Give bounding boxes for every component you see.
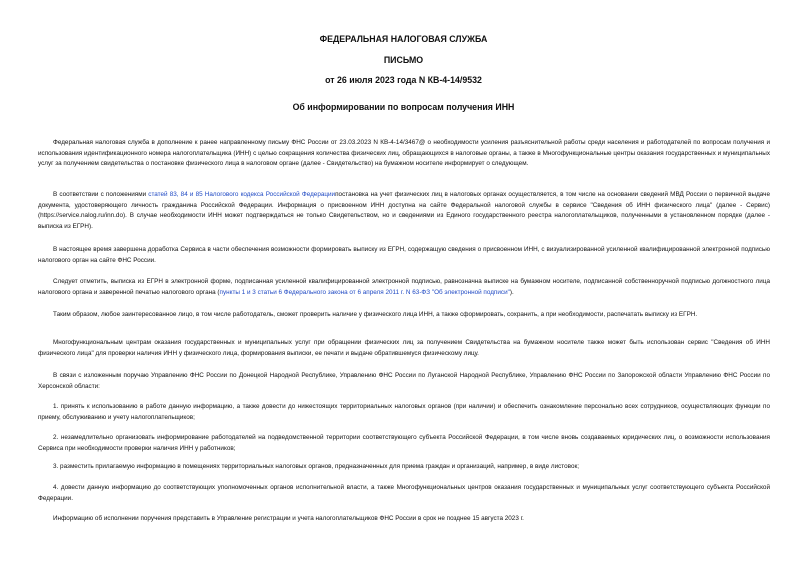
paragraph-2-text-b: постановка на учет физических лиц в налоговых органах осуществляется, в том числе на основании сведений МВД России о первичной выдаче документа, удостоверяющего личность гражданина Российской Федерации. Информация о присвоенном ИНН доступна на сайте Федеральной налоговой службы в сервисе "Сведения об ИНН физического лица" (далее - Сервис) (https://service.nalog.ru/inn.do). В случае необходимости ИНН может подтверждаться не только Свидетельством, но и сведениями из Единого государственного реестра налогоплательщиков, полученными в установленном порядке (далее - выписка из ЕГРН). — [38, 191, 771, 230]
document-date-number: от 26 июля 2023 года N КВ-4-14/9532 — [325, 75, 482, 85]
paragraph-3: В настоящее время завершена доработка Сервиса в части обеспечения возможности формировать выписку из ЕГРН, содержащую сведения о присвоенном ИНН, с визуализированной усиленной квалифицированной электронной подписью налогового орган на сайте ФНС России. — [38, 246, 770, 264]
document-type: ПИСЬМО — [383, 55, 424, 65]
paragraph-4-text-a: Следует отметить, выписка из ЕГРН в электронной форме, подписанная усиленной квалифицированной электронной подписью, равнозначна выписке на бумажном носителе, подписанной собственноручной подписью должностного лица налогового органа и заверенной печатью налогового органа ( — [38, 278, 770, 296]
electronic-signature-law-link[interactable]: пункты 1 и 3 статьи 6 Федерального закона от 6 апреля 2011 г. N 63-ФЗ "Об электронной подписи" — [219, 288, 510, 296]
paragraph-4 — [38, 277, 770, 298]
paragraph-11: 4. довести данную информацию до соответствующих уполномоченных органов исполнительной власти, а также Многофункциональных центров оказания государственных и муниципальных услуг соответствующего субъекта Российской Федерации. — [38, 484, 770, 502]
agency-title: ФЕДЕРАЛЬНАЯ НАЛОГОВАЯ СЛУЖБА — [319, 34, 488, 44]
paragraph-10: 3. разместить прилагаемую информацию в помещениях территориальных налоговых органов, предназначенных для приема граждан и организаций, например, в виде листовок; — [53, 463, 580, 470]
paragraph-12: Информацию об исполнении поручения представить в Управление регистрации и учета налогоплательщиков ФНС России в срок не позднее 15 августа 2023 г. — [53, 515, 524, 522]
paragraph-9: 2. незамедлительно организовать информирование работодателей на подведомственной территории соответствующего субъекта Российской Федерации, в том числе вновь создаваемых юридических лиц, о возможности использования Сервиса при необходимости проверки наличия ИНН у работников; — [38, 434, 770, 452]
document-subject: Об информировании по вопросам получения ИНН — [292, 102, 515, 112]
tax-code-articles-link[interactable]: статей 83, 84 и 85 Налогового кодекса Российской Федерации — [148, 191, 336, 198]
paragraph-7: В связи с изложенным поручаю Управлению ФНС России по Донецкой Народной Республике, Управлению ФНС России по Луганской Народной Республике, Управлению ФНС России по Запорожской области Управлению ФНС России по Херсонской области: — [38, 372, 770, 390]
paragraph-5: Таким образом, любое заинтересованное лицо, в том числе работодатель, сможет проверить наличие у физического лица ИНН, а также сформировать, сохранить, а при необходимости, распечатать выписку из ЕГРН. — [53, 311, 698, 318]
paragraph-8: 1. принять к использованию в работе данную информацию, а также довести до нижестоящих территориальных налоговых органов (при наличии) и обеспечить ознакомление персонально всех сотрудников, осуществляющих функции по приему, обслуживанию и учету налогоплательщиков; — [38, 403, 770, 421]
paragraph-2 — [38, 190, 770, 232]
paragraph-4-text-b: ). — [509, 288, 514, 296]
paragraph-1: Федеральная налоговая служба в дополнение к ранее направленному письму ФНС России от 23.03.2023 N КВ-4-14/3467@ о необходимости усиления разъяснительной работы среди населения и работодателей по вопросам получения и использования идентификационного номера налогоплательщика (ИНН) с целью сокращения количества физических лиц, обращающихся в налоговые органы, а также в Многофункциональные центры оказания государственных и муниципальных услуг за получением свидетельства о постановке физического лица в налоговом органе (далее - Свидетельство) на бумажном носителе информирует о следующем. — [38, 139, 770, 167]
paragraph-2-text-a: В соответствии с положениями — [53, 191, 149, 198]
paragraph-6: Многофункциональным центрам оказания государственных и муниципальных услуг при обращении физических лиц за получением Свидетельства на бумажном носителе также может быть использован сервис "Сведения об ИНН физического лица" для проверки наличия ИНН у физического лица, формирования выписки, ее печати и выдаче обратившемуся физическому лицу. — [38, 339, 770, 357]
